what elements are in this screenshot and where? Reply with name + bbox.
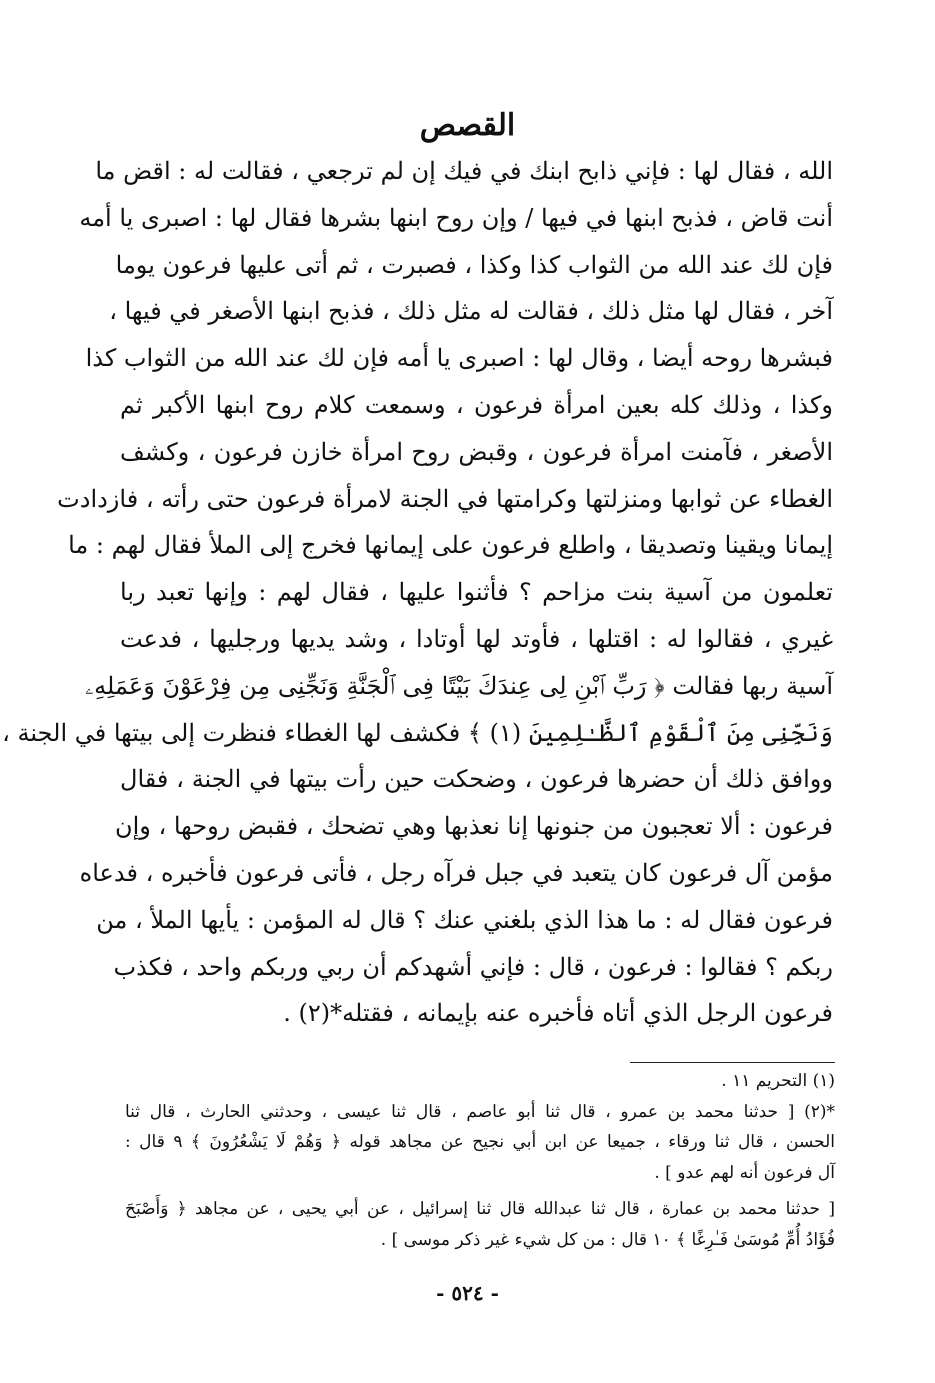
body-line: فبشرها روحه أيضا ، وقال لها : اصبرى يا أمه فإن لك عند الله من الثواب كذا (85, 344, 833, 373)
body-line: الأصغر ، فآمنت امرأة فرعون ، وقبض روح امرأة خازن فرعون ، وكشف (120, 437, 833, 466)
body-line: فرعون الرجل الذي أتاه فأخبره عنه بإيمانه ، فقتله*(٢) . (283, 999, 833, 1028)
quran-verse-line: وَنَجِّنِى مِنَ ٱلْقَوْمِ ٱلظَّـٰلِمِينَ (١) ﴾ فكشف لها الغطاء فنظرت إلى بيتها في الجنة ، (2, 718, 833, 747)
body-line: ربكم ؟ فقالوا : فرعون ، قال : فإني أشهدكم أن ربي وربكم واحد ، فكذب (113, 952, 833, 981)
body-line: تعلمون من آسية بنت مزاحم ؟ فأثنوا عليها ، فقال لهم : وإنها تعبد ربا (120, 578, 833, 607)
body-line: مؤمن آل فرعون كان يتعبد في جبل فرآه رجل ، فأتى فرعون فأخبره ، فدعاه (79, 858, 833, 887)
footnote-line: [ حدثنا محمد بن عمارة ، قال ثنا عبدالله قال ثنا إسرائيل ، عن أبي يحيى ، عن مجاهد ﴿ وَأَصْبَحَ (125, 1199, 835, 1219)
footnote-separator (630, 1062, 835, 1063)
body-text (2, 148, 833, 1037)
body-line: آخر ، فقال لها مثل ذلك ، فقالت له مثل ذلك ، فذبح ابنها الأصغر في فيها ، (109, 297, 833, 326)
footnote-line: *(٢) [ حدثنا محمد بن عمرو ، قال ثنا أبو عاصم ، قال ثنا عيسى ، وحدثني الحارث ، قال ثنا (125, 1101, 835, 1122)
footnotes (125, 1066, 835, 1255)
quran-verse-line: آسية ربها فقالت ﴿ رَبِّ ٱبْنِ لِى عِندَكَ بَيْتًا فِى ٱلْجَنَّةِ وَنَجِّنِى مِن فِرْعَوْنَ وَعَمَلِهِۦ (85, 671, 833, 700)
body-line: غيري ، فقالوا له : اقتلها ، فأوتد لها أوتادا ، وشد يديها ورجليها ، فدعت (120, 624, 833, 653)
page-number: - ٥٢٤ - (436, 1281, 499, 1305)
running-header: القصص (419, 108, 516, 143)
body-line: الغطاء عن ثوابها ومنزلتها وكرامتها في الجنة لامرأة فرعون حتى رأته ، فازدادت (57, 484, 833, 513)
footnote-line: الحسن ، قال ثنا ورقاء ، جميعا عن ابن أبي نجيح عن مجاهد قوله ﴿ وَهُمْ لَا يَشْعُرُونَ ﴾ ٩ قال : (125, 1132, 835, 1152)
body-line: فإن لك عند الله من الثواب كذا وكذا ، فصبرت ، ثم أتى عليها فرعون يوما (115, 250, 833, 279)
body-line: فرعون : ألا تعجبون من جنونها إنا نعذبها وهي تضحك ، فقبض روحها ، وإن (114, 812, 833, 841)
body-line: ووافق ذلك أن حضرها فرعون ، وضحكت حين رأت بيتها في الجنة ، فقال (120, 765, 833, 794)
body-line: فرعون فقال له : ما هذا الذي بلغني عنك ؟ قال له المؤمن : يأيها الملأ ، من (96, 905, 833, 934)
body-line: إيمانا ويقينا وتصديقا ، واطلع فرعون على إيمانها فخرج إلى الملأ فقال لهم : ما (68, 531, 833, 560)
body-line: وكذا ، وذلك كله بعين امرأة فرعون ، وسمعت كلام روح ابنها الأكبر ثم (120, 390, 833, 419)
footnote-line: (١) التحريم ١١ . (721, 1071, 835, 1091)
footnote-line: فُؤَادُ أُمِّ مُوسَىٰ فَـٰرِغًا ﴾ ١٠ قال : من كل شيء غير ذكر موسى ] . (380, 1229, 835, 1250)
body-line: أنت قاض ، فذبح ابنها في فيها / وإن روح ابنها بشرها فقال لها : اصبرى يا أمه (79, 203, 833, 232)
footnote-line: آل فرعون أنه لهم عدو ] . (654, 1162, 835, 1183)
body-line: الله ، فقال لها : فإني ذابح ابنك في فيك إن لم ترجعي ، فقالت له : اقض ما (95, 157, 833, 185)
